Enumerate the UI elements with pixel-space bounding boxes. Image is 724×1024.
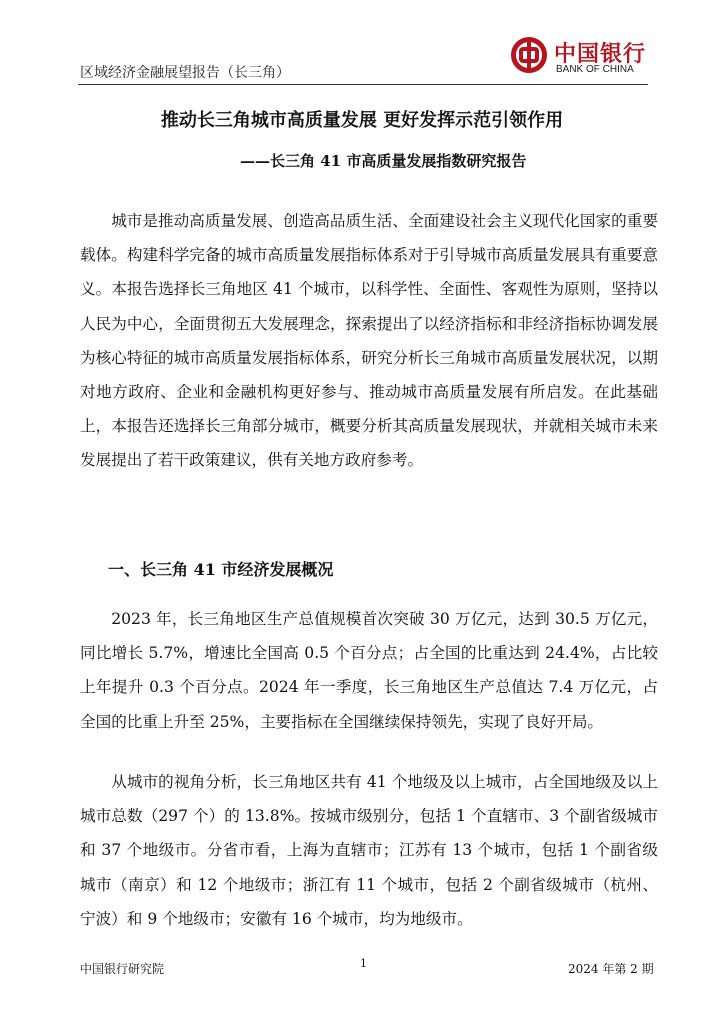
- section-heading: 一、长三角 41 市经济发展概况: [108, 560, 334, 579]
- body-paragraph: 从城市的视角分析，长三角地区共有 41 个地级及以上城市，占全国地级及以上城市总数（297 个）的 13.8%。按城市级别分，包括 1 个直辖市、3 个副省级城市和 37 个地级市。分省市看，上海为直辖市；江苏有 13 个城市，包括 1 个副省级城市（南京）和 12 个地级市；浙江有 11 个城市，包括 2 个副省级城市（杭州、宁波）和 9 个地级市；安徽有 16 个城市，均为地级市。: [80, 773, 658, 928]
- page-number: 1: [360, 957, 367, 970]
- bank-of-china-logo: [510, 36, 670, 80]
- header-divider: [78, 84, 648, 85]
- report-title: 推动长三角城市高质量发展 更好发挥示范引领作用: [160, 110, 564, 131]
- intro-paragraph: 城市是推动高质量发展、创造高品质生活、全面建设社会主义现代化国家的重要载体。构建科学完备的城市高质量发展指标体系对于引导城市高质量发展具有重要意义。本报告选择长三角地区 41 个城市，以科学性、全面性、客观性为原则，坚持以人民为中心，全面贯彻五大发展理念，探索提出了以经济指标和非经济指标协调发展为核心特征的城市高质量发展指标体系，研究分析长三角城市高质量发展状况，以期对地方政府、企业和金融机构更好参与、推动城市高质量发展有所启发。在此基础上，本报告还选择长三角部分城市，概要分析其高质量发展现状，并就相关城市未来发展提出了若干政策建议，供有关地方政府参考。: [80, 212, 658, 470]
- footer-publisher: 中国银行研究院: [80, 962, 165, 976]
- body-paragraph: 2023 年，长三角地区生产总值规模首次突破 30 万亿元，达到 30.5 万亿元，同比增长 5.7%，增速比全国高 0.5 个百分点；占全国的比重达到 24.4%，占比较上年提升 0.3 个百分点。2024 年一季度，长三角地区生产总值达 7.4 万亿元，占全国的比重上升至 25%，主要指标在全国继续保持领先，实现了良好开局。: [80, 610, 658, 731]
- logo-text-en: BANK OF CHINA: [556, 64, 634, 75]
- report-subtitle: ——长三角 41 市高质量发展指数研究报告: [240, 152, 527, 170]
- bank-of-china-emblem-icon: [510, 36, 548, 74]
- logo-text-cn: 中国银行: [554, 41, 647, 67]
- footer-issue: 2024 年第 2 期: [568, 962, 654, 976]
- report-series-label: 区域经济金融展望报告（长三角）: [80, 65, 290, 81]
